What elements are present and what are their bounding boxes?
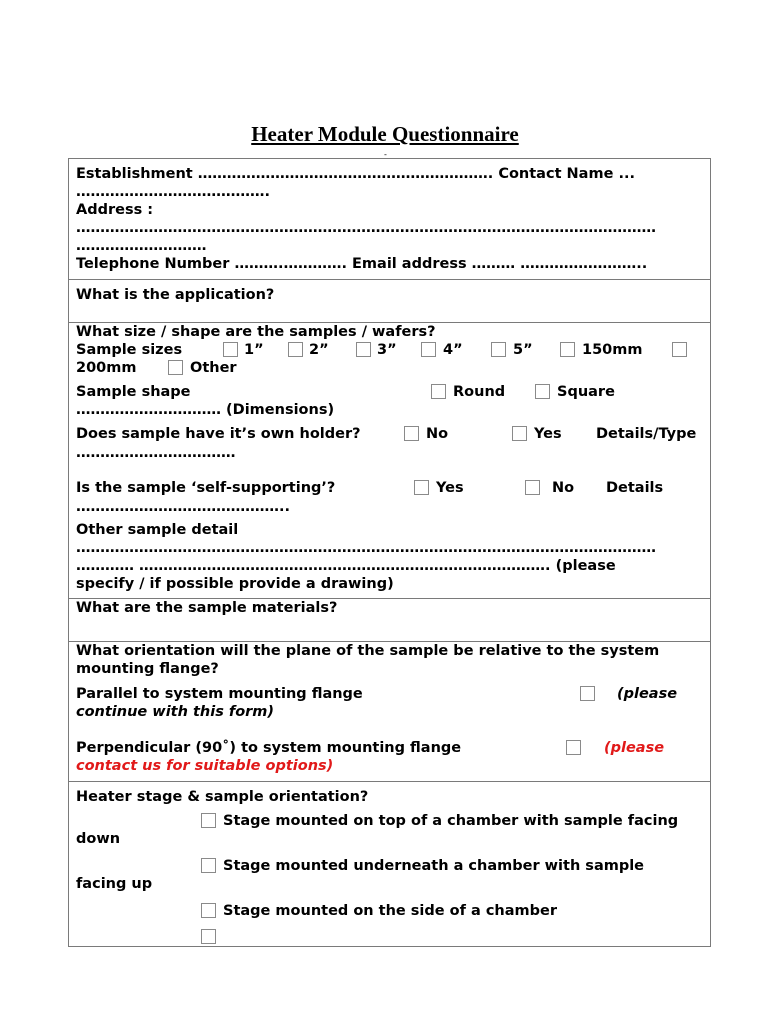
self-support-yes-checkbox[interactable] xyxy=(414,480,429,495)
holder-option: No xyxy=(426,426,449,442)
parallel-note-cont: continue with this form) xyxy=(76,704,275,720)
orientation-question: What orientation will the plane of the sample be relative to the system xyxy=(76,643,660,659)
other-detail-note: specify / if possible provide a drawing) xyxy=(76,576,394,592)
size-150mm-checkbox[interactable] xyxy=(560,342,575,357)
parallel-note: (please xyxy=(617,686,678,702)
shape-square-checkbox[interactable] xyxy=(535,384,550,399)
page-title: Heater Module Questionnaire xyxy=(251,122,519,146)
sample-sizes-label: Sample sizes xyxy=(76,342,183,358)
size-2in-checkbox[interactable] xyxy=(288,342,303,357)
self-support-details-label: Details xyxy=(606,480,664,496)
size-option: 200mm xyxy=(76,360,137,376)
application-question: What is the application? xyxy=(76,287,275,303)
size-200mm-checkbox[interactable] xyxy=(672,342,687,357)
establishment-line[interactable]: Establishment ……………………………………………………. Contact Name ... xyxy=(76,166,635,182)
stage-underneath-checkbox[interactable] xyxy=(201,858,216,873)
stage-option-cont: facing up xyxy=(76,876,153,892)
stage-top-checkbox[interactable] xyxy=(201,813,216,828)
size-option: 4” xyxy=(443,342,463,358)
stage-side-checkbox[interactable] xyxy=(201,903,216,918)
size-option: 1” xyxy=(244,342,264,358)
size-5in-checkbox[interactable] xyxy=(491,342,506,357)
telephone-email-line[interactable]: Telephone Number ……….…………. Email address ……… …………………….. xyxy=(76,256,648,272)
sample-size-question: What size / shape are the samples / wafers? xyxy=(76,324,436,340)
perpendicular-note: (please xyxy=(604,740,665,756)
other-detail-line[interactable]: ………… …………………………………………………………………………. (please xyxy=(76,558,616,574)
contact-name-line[interactable]: …………………………………. xyxy=(76,184,271,200)
size-option: Other xyxy=(190,360,237,376)
stage-option-cont: down xyxy=(76,831,121,847)
size-3in-checkbox[interactable] xyxy=(356,342,371,357)
size-option: 2” xyxy=(309,342,329,358)
address-label: Address : xyxy=(76,202,154,218)
stage-question: Heater stage & sample orientation? xyxy=(76,789,369,805)
orientation-question-cont: mounting flange? xyxy=(76,661,219,677)
size-option: 150mm xyxy=(582,342,643,358)
size-option: 3” xyxy=(377,342,397,358)
shape-option: Square xyxy=(557,384,615,400)
perpendicular-note-cont: contact us for suitable options) xyxy=(76,758,334,774)
perpendicular-checkbox[interactable] xyxy=(566,740,581,755)
holder-yes-checkbox[interactable] xyxy=(512,426,527,441)
size-4in-checkbox[interactable] xyxy=(421,342,436,357)
row-divider xyxy=(68,781,711,782)
holder-details-line[interactable]: …………………………… xyxy=(76,445,236,461)
materials-question: What are the sample materials? xyxy=(76,600,338,616)
stage-other-checkbox[interactable] xyxy=(201,929,216,944)
sample-shape-label: Sample shape xyxy=(76,384,191,400)
title-mark: - xyxy=(384,150,387,159)
self-support-question: Is the sample ‘self-supporting’? xyxy=(76,480,336,496)
perpendicular-option-label: Perpendicular (90˚) to system mounting flange xyxy=(76,740,462,756)
size-other-checkbox[interactable] xyxy=(168,360,183,375)
stage-option: Stage mounted on top of a chamber with sample facing xyxy=(223,813,679,829)
stage-option: Stage mounted on the side of a chamber xyxy=(223,903,557,919)
parallel-checkbox[interactable] xyxy=(580,686,595,701)
address-line[interactable]: ……………………… xyxy=(76,238,207,254)
holder-details-label: Details/Type xyxy=(596,426,697,442)
shape-round-checkbox[interactable] xyxy=(431,384,446,399)
holder-no-checkbox[interactable] xyxy=(404,426,419,441)
other-detail-label: Other sample detail xyxy=(76,522,239,538)
holder-option: Yes xyxy=(534,426,562,442)
address-line[interactable]: ………………………………………………………………………………………………………… xyxy=(76,220,656,236)
size-option: 5” xyxy=(513,342,533,358)
holder-question: Does sample have it’s own holder? xyxy=(76,426,361,442)
self-support-option: Yes xyxy=(436,480,464,496)
size-1in-checkbox[interactable] xyxy=(223,342,238,357)
row-divider xyxy=(68,279,711,280)
stage-option: Stage mounted underneath a chamber with sample xyxy=(223,858,645,874)
other-detail-line[interactable]: ………………………………………………………………………………………………………… xyxy=(76,540,656,556)
self-support-option: No xyxy=(552,480,575,496)
parallel-option-label: Parallel to system mounting flange xyxy=(76,686,363,702)
dimensions-line[interactable]: ………………………… (Dimensions) xyxy=(76,402,335,418)
shape-option: Round xyxy=(453,384,506,400)
self-support-no-checkbox[interactable] xyxy=(525,480,540,495)
self-support-details-line[interactable]: …………………………………….. xyxy=(76,499,291,515)
